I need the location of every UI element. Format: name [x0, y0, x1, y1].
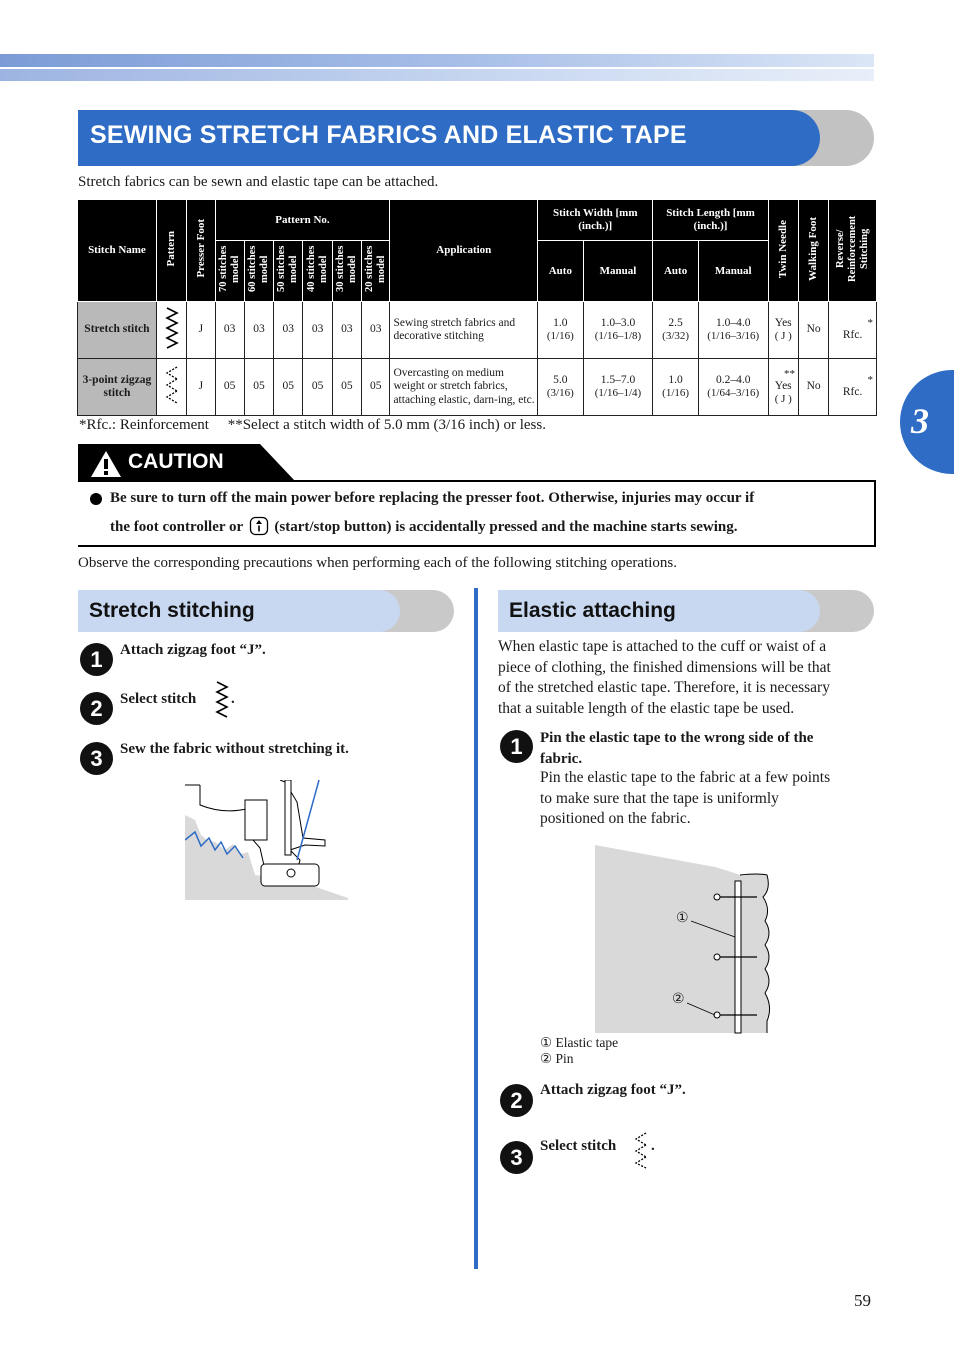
stretch-step-1: Attach zigzag foot “J”.	[120, 642, 266, 658]
row-number: 05	[332, 359, 361, 416]
row-number: 03	[332, 302, 361, 359]
length-auto-inch: (3/32)	[662, 330, 690, 343]
row-stitch-name: 3-point zigzag stitch	[78, 359, 157, 416]
step-body-line: to make sure that the tape is uniformly	[540, 789, 779, 807]
row-number: 05	[274, 359, 303, 416]
header-model-20: 20 stitches model	[363, 245, 387, 293]
top-decor-bar	[0, 54, 874, 67]
elastic-intro	[498, 637, 878, 719]
elastic-step-1-title	[540, 728, 813, 769]
header-reverse: Reverse/ Reinforcement Stitching	[834, 215, 870, 282]
header-model-50: 50 stitches model	[276, 245, 300, 293]
header-application: Application	[390, 200, 538, 302]
callout-elastic-tape: ①	[676, 909, 689, 925]
row-number: 05	[303, 359, 332, 416]
legend-number: ①	[540, 1035, 553, 1050]
header-model-30: 30 stitches model	[334, 245, 358, 293]
twin-mark: **	[783, 367, 795, 380]
reverse-value: Rfc.	[842, 385, 863, 398]
header-stitch-length: Stitch Length [mm (inch.)]	[653, 200, 768, 241]
width-manual: 1.0–3.0	[600, 317, 636, 330]
width-manual-inch: (1/16–1/4)	[594, 387, 642, 400]
row-number: 03	[215, 302, 244, 359]
stretch-stitch-icon	[164, 306, 180, 350]
bullet-icon	[90, 493, 102, 505]
elastic-step-3: Select stitch	[540, 1138, 617, 1154]
caution-title: CAUTION	[128, 450, 224, 473]
row-number: 03	[303, 302, 332, 359]
stretch-step-2: Select stitch	[120, 691, 197, 707]
step-number: 2	[80, 692, 113, 725]
walking-foot-value: No	[798, 302, 828, 359]
stretch-step-3: Sew the fabric without stretching it.	[120, 741, 349, 757]
step-body-line: positioned on the fabric.	[540, 810, 691, 827]
walking-foot-value: No	[798, 359, 828, 416]
reverse-value: Rfc.	[842, 328, 863, 341]
row-number: 05	[215, 359, 244, 416]
header-stitch-name: Stitch Name	[78, 200, 157, 302]
width-auto-inch: (1/16)	[546, 330, 574, 343]
caution-line-2	[110, 516, 737, 536]
header-model-70: 70 stitches model	[217, 245, 241, 293]
observe-text: Observe the corresponding precautions when performing each of the following stitching operations.	[78, 555, 677, 571]
length-auto-inch: (1/16)	[662, 387, 690, 400]
header-model-60: 60 stitches model	[246, 245, 270, 293]
top-decor-bar-2	[0, 69, 874, 81]
elastic-step-1-body	[540, 768, 830, 830]
caution-line-2b: (start/stop button) is accidentally pressed and the machine starts sewing.	[274, 519, 738, 535]
step-body-line: Pin the elastic tape to the fabric at a few points	[540, 769, 831, 786]
length-manual: 1.0–4.0	[715, 317, 751, 330]
stretch-stitch-icon	[214, 680, 230, 720]
header-twin-needle: Twin Needle	[776, 219, 789, 278]
step-number: 3	[80, 742, 113, 775]
header-length-manual: Manual	[698, 241, 768, 302]
chapter-number: 3	[911, 401, 929, 441]
twin-needle-value: Yes	[774, 317, 792, 330]
row-application: Sewing stretch fabrics and decorative stitching	[390, 302, 538, 359]
three-point-zigzag-icon	[632, 1131, 650, 1169]
twin-needle-foot: ( J )	[774, 330, 792, 343]
length-manual-inch: (1/64–3/16)	[707, 387, 760, 400]
elastic-intro-line: piece of clothing, the finished dimensions will be that	[498, 658, 831, 676]
header-pattern-no: Pattern No.	[215, 200, 390, 241]
table-row	[78, 359, 877, 416]
row-number: 05	[362, 359, 390, 416]
header-width-auto: Auto	[538, 241, 584, 302]
table-row	[78, 302, 877, 359]
page-number: 59	[854, 1291, 871, 1310]
page-title: SEWING STRETCH FABRICS AND ELASTIC TAPE	[90, 121, 687, 149]
row-number: 03	[362, 302, 390, 359]
reverse-mark: *	[867, 316, 873, 329]
elastic-tape-illustration	[595, 845, 775, 1035]
header-width-manual: Manual	[583, 241, 653, 302]
header-stitch-width: Stitch Width [mm (inch.)]	[538, 200, 653, 241]
table-footnote: *Rfc.: Reinforcement **Select a stitch width of 5.0 mm (3/16 inch) or less.	[79, 417, 546, 433]
twin-needle-foot: ( J )	[774, 392, 792, 405]
length-auto: 1.0	[668, 374, 683, 387]
stretch-step-2-suffix: .	[231, 691, 235, 707]
callout-pin: ②	[672, 990, 685, 1006]
row-stitch-name: Stretch stitch	[78, 302, 157, 359]
row-application: Overcasting on medium weight or stretch fabrics, attaching elastic, darn-ing, etc.	[390, 359, 538, 416]
width-manual-inch: (1/16–1/8)	[594, 330, 642, 343]
caution-line-2a: the foot controller or	[110, 519, 243, 535]
header-length-auto: Auto	[653, 241, 699, 302]
elastic-intro-line: When elastic tape is attached to the cuff or waist of a	[498, 638, 827, 655]
width-auto: 5.0	[553, 374, 568, 387]
row-foot: J	[187, 302, 215, 359]
width-manual: 1.5–7.0	[600, 374, 636, 387]
column-divider	[474, 588, 478, 1269]
row-number: 05	[244, 359, 273, 416]
elastic-step-2: Attach zigzag foot “J”.	[540, 1082, 686, 1098]
step-number: 1	[80, 643, 113, 676]
length-manual: 0.2–4.0	[715, 374, 751, 387]
elastic-attaching-title: Elastic attaching	[509, 599, 676, 622]
three-point-zigzag-icon	[163, 365, 181, 405]
step-title-line: Pin the elastic tape to the wrong side of the	[540, 730, 814, 746]
length-manual-inch: (1/16–3/16)	[707, 330, 760, 343]
row-number: 03	[274, 302, 303, 359]
figure-legend	[540, 1035, 618, 1067]
stitch-table	[77, 199, 877, 416]
caution-line-1: Be sure to turn off the main power before replacing the presser foot. Otherwise, injuries may occur if	[110, 490, 755, 506]
header-walking-foot: Walking Foot	[807, 216, 820, 281]
step-number: 3	[500, 1141, 533, 1174]
header-presser-foot: Presser Foot	[194, 219, 207, 278]
elastic-intro-line: of the stretched elastic tape. Therefore, it is necessary	[498, 679, 830, 696]
width-auto: 1.0	[553, 317, 568, 330]
length-auto: 2.5	[668, 317, 683, 330]
row-number: 03	[244, 302, 273, 359]
legend-text: Pin	[555, 1051, 574, 1066]
row-foot: J	[187, 359, 215, 416]
legend-number: ②	[540, 1051, 553, 1066]
elastic-intro-line: that a suitable length of the elastic tape be used.	[498, 699, 795, 717]
step-number: 2	[500, 1084, 533, 1117]
sewing-illustration	[185, 780, 348, 900]
elastic-step-3-suffix: .	[651, 1138, 655, 1154]
header-model-40: 40 stitches model	[305, 245, 329, 293]
legend-text: Elastic tape	[555, 1035, 619, 1050]
step-number: 1	[500, 730, 533, 763]
reverse-mark: *	[867, 373, 873, 386]
header-pattern: Pattern	[165, 230, 178, 267]
step-title-line: fabric.	[540, 750, 583, 767]
warning-icon	[90, 450, 122, 478]
twin-needle-value: Yes	[774, 379, 792, 392]
width-auto-inch: (3/16)	[546, 387, 574, 400]
start-stop-button-icon	[249, 516, 269, 536]
intro-text: Stretch fabrics can be sewn and elastic tape can be attached.	[78, 174, 439, 190]
stretch-stitching-title: Stretch stitching	[89, 599, 255, 622]
